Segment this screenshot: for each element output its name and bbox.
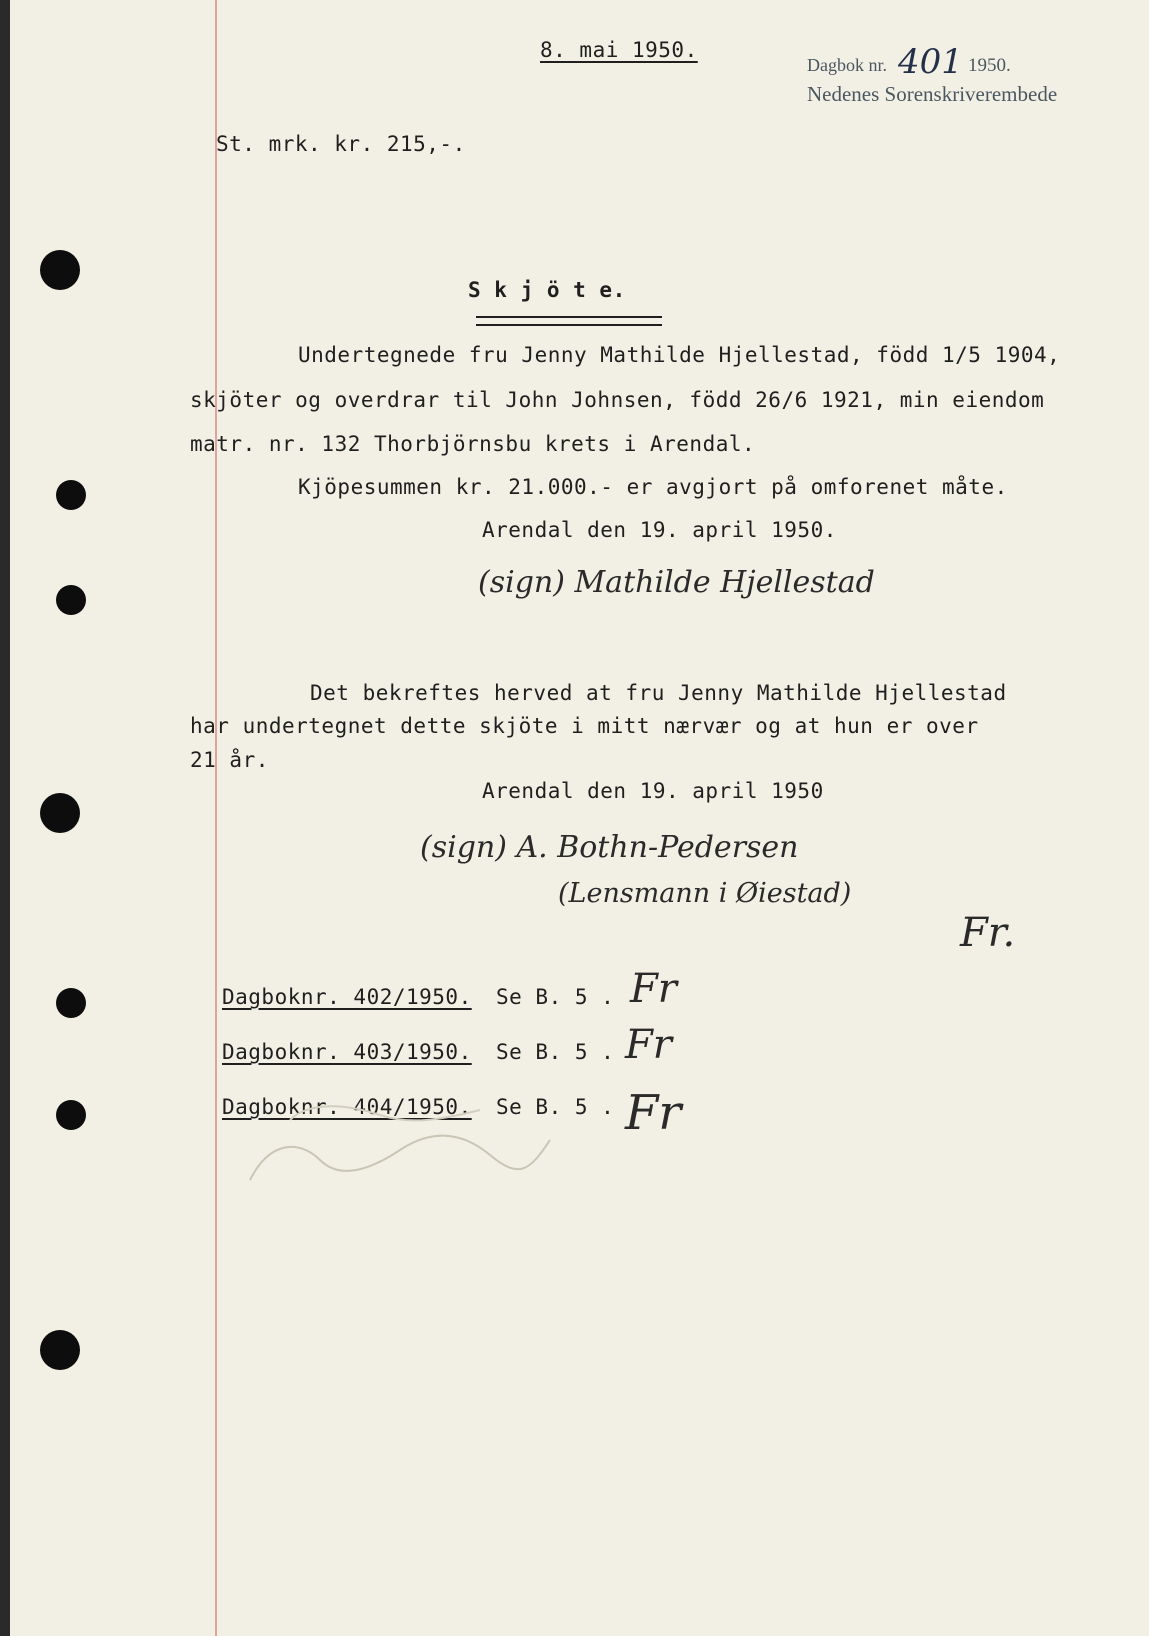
bleed-through-mark	[230, 1080, 570, 1190]
witness-signature: (sign) A. Bothn-Pedersen	[420, 830, 799, 865]
deed-line-3: matr. nr. 132 Thorbjörnsbu krets i Arendal.	[190, 432, 756, 456]
dagbok-ref-see: Se B. 5 .	[496, 1095, 615, 1119]
dagbok-ref-see: Se B. 5 .	[496, 1040, 615, 1064]
cert-line-3: 21 år.	[190, 748, 269, 772]
deed-line-2: skjöter og overdrar til John Johnsen, född 26/6 1921, min eiendom	[190, 388, 1045, 412]
dagbok-ref-label: Dagboknr. 404/1950.	[222, 1095, 472, 1119]
court-stamp: Nedenes Sorenskriverembede	[807, 82, 1058, 106]
margin-rule	[215, 0, 217, 1636]
cert-place-date: Arendal den 19. april 1950	[482, 779, 824, 803]
title-double-underline	[476, 316, 662, 326]
dagbok-ref-initials: Fr	[630, 966, 677, 1012]
dagbok-ref-see: Se B. 5 .	[496, 985, 615, 1009]
registrar-initials: Fr.	[960, 910, 1016, 956]
punch-hole	[40, 1330, 80, 1370]
deed-line-4: Kjöpesummen kr. 21.000.- er avgjort på omforenet måte.	[298, 475, 1008, 499]
seller-signature: (sign) Mathilde Hjellestad	[478, 565, 875, 600]
dagbok-stamp-number: 401	[898, 42, 963, 82]
dagbok-ref-initials: Fr	[625, 1085, 682, 1141]
dagbok-ref-label: Dagboknr. 403/1950.	[222, 1040, 472, 1064]
witness-title: (Lensmann i Øiestad)	[558, 878, 852, 909]
dagbok-ref-label: Dagboknr. 402/1950.	[222, 985, 472, 1009]
document-page	[10, 0, 1149, 1636]
cert-line-1: Det bekreftes herved at fru Jenny Mathilde Hjellestad	[310, 681, 1007, 705]
dagbok-stamp-year: 1950.	[968, 55, 1011, 76]
deed-line-1: Undertegnede fru Jenny Mathilde Hjellestad, född 1/5 1904,	[298, 343, 1061, 367]
punch-hole	[40, 793, 80, 833]
punch-hole	[56, 480, 86, 510]
dagbok-ref-initials: Fr	[625, 1022, 672, 1068]
stamp-fee: St. mrk. kr. 215,-.	[216, 132, 466, 156]
punch-hole	[56, 1100, 86, 1130]
deed-place-date: Arendal den 19. april 1950.	[482, 518, 837, 542]
punch-hole	[56, 585, 86, 615]
page-date: 8. mai 1950.	[540, 38, 698, 62]
punch-hole	[40, 250, 80, 290]
dagbok-stamp-label: Dagbok nr.	[807, 55, 887, 75]
punch-hole	[56, 988, 86, 1018]
cert-line-2: har undertegnet dette skjöte i mitt nærvær og at hun er over	[190, 714, 979, 738]
deed-title: S k j ö t e.	[468, 278, 626, 302]
